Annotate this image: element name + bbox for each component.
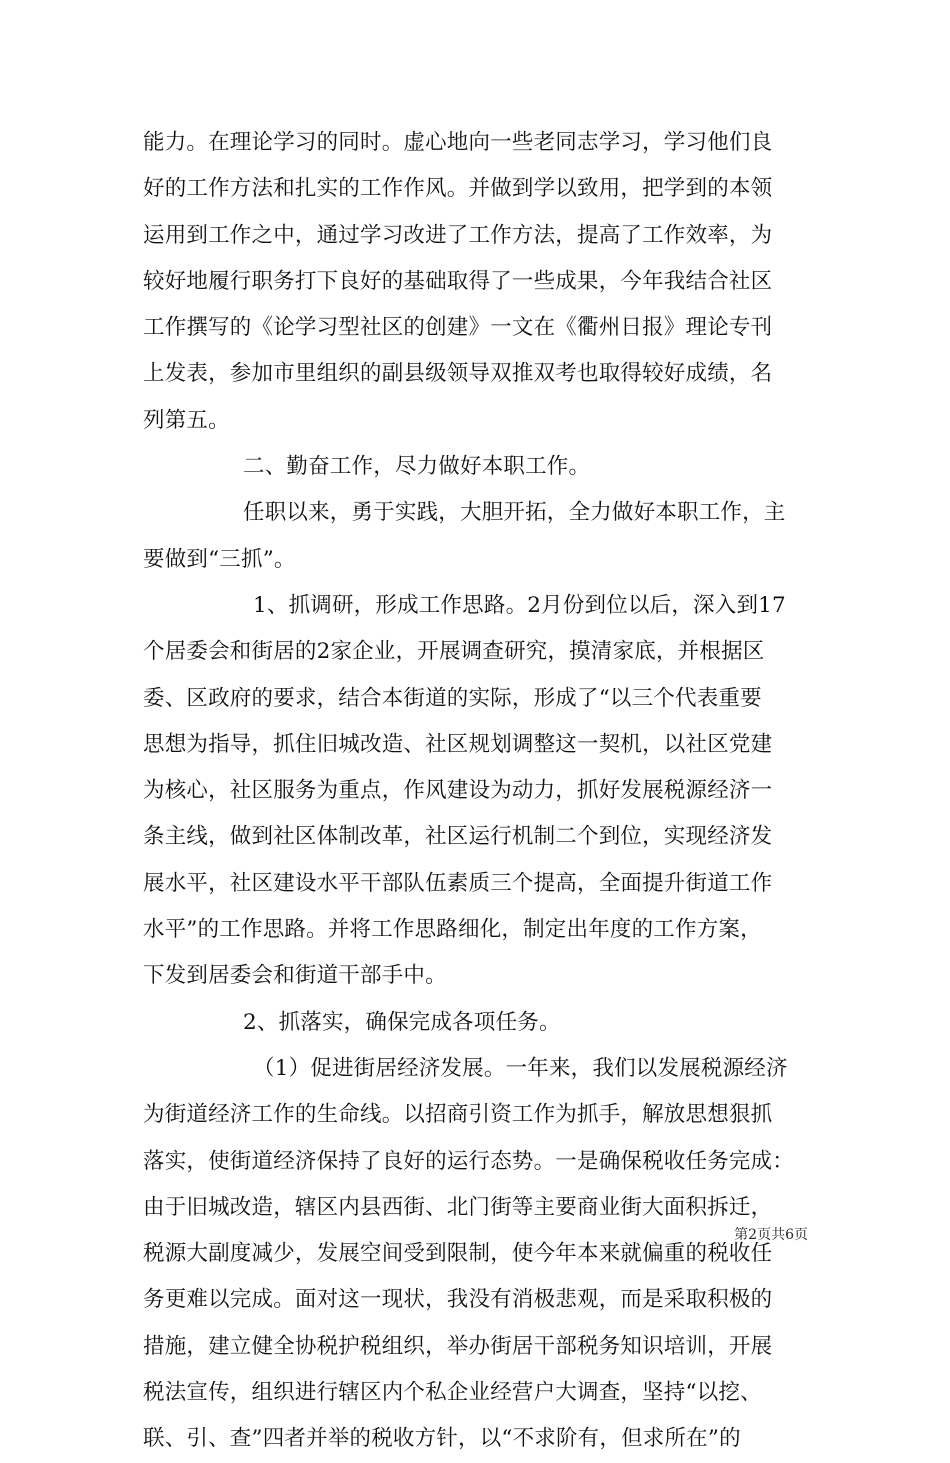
text-line: 较好地履行职务打下良好的基础取得了一些成果，今年我结合社区 — [143, 268, 773, 294]
text-line: 列第五。 — [143, 407, 230, 433]
text-line: 税源大副度减少，发展空间受到限制，使今年本来就偏重的税收任 — [143, 1241, 773, 1267]
text-line: 税法宣传，组织进行辖区内个私企业经营户大调查，坚持“以挖、 — [143, 1380, 762, 1406]
text-line: 为核心，社区服务为重点，作风建设为动力，抓好发展税源经济一 — [143, 778, 773, 804]
text-line: 务更难以完成。面对这一现状，我没有消极悲观，而是采取积极的 — [143, 1287, 773, 1313]
text-line: 工作撰写的《论学习型社区的创建》一文在《衢州日报》理论专刊 — [143, 315, 773, 341]
subsection-heading: 1、抓调研，形成工作思路。2月份到位以后，深入到17 — [253, 592, 786, 618]
text-line: 运用到工作之中，通过学习改进了工作方法，提高了工作效率，为 — [143, 222, 773, 248]
text-line: 任职以来，勇于实践，大胆开拓，全力做好本职工作，主 — [243, 500, 786, 526]
text-line: 上发表，参加市里组织的副县级领导双推双考也取得较好成绩，名 — [143, 361, 773, 387]
text-line: 展水平，社区建设水平干部队伍素质三个提高，全面提升街道工作 — [143, 870, 773, 896]
text-line: 落实，使街道经济保持了良好的运行态势。一是确保税收任务完成： — [143, 1148, 795, 1174]
text-line: 个居委会和街居的2家企业，开展调查研究，摸清家底，并根据区 — [143, 639, 765, 665]
text-line: 下发到居委会和街道干部手中。 — [143, 963, 447, 989]
section-heading: 二、勤奋工作，尽力做好本职工作。 — [243, 454, 591, 480]
text-line: 联、引、查”四者并举的税收方针，以“不求阶有，但求所在”的 — [143, 1426, 741, 1452]
subsection-heading: 2、抓落实，确保完成各项任务。 — [243, 1009, 561, 1035]
text-line: 思想为指导，抓住旧城改造、社区规划调整这一契机，以社区党建 — [143, 731, 773, 757]
text-line: 条主线，做到社区体制改革，社区运行机制二个到位，实现经济发 — [143, 824, 773, 850]
text-line: 水平”的工作思路。并将工作思路细化，制定出年度的工作方案， — [143, 917, 762, 943]
text-line: （1）促进街居经济发展。一年来，我们以发展税源经济 — [253, 1055, 788, 1081]
page-number: 第2页共6页 — [734, 1227, 808, 1243]
text-line: 委、区政府的要求，结合本街道的实际，形成了“以三个代表重要 — [143, 685, 762, 711]
text-line: 要做到“三抓”。 — [143, 546, 296, 572]
body-text — [143, 120, 813, 1463]
text-line: 能力。在理论学习的同时。虚心地向一些老同志学习，学习他们良 — [143, 130, 773, 155]
text-line: 好的工作方法和扎实的工作作风。并做到学以致用，把学到的本领 — [143, 176, 773, 202]
text-line: 由于旧城改造，辖区内县西街、北门街等主要商业街大面积拆迁， — [143, 1194, 773, 1220]
text-line: 为街道经济工作的生命线。以招商引资工作为抓手，解放思想狠抓 — [143, 1102, 773, 1128]
text-line: 措施，建立健全协税护税组织，举办街居干部税务知识培训，开展 — [143, 1333, 773, 1359]
